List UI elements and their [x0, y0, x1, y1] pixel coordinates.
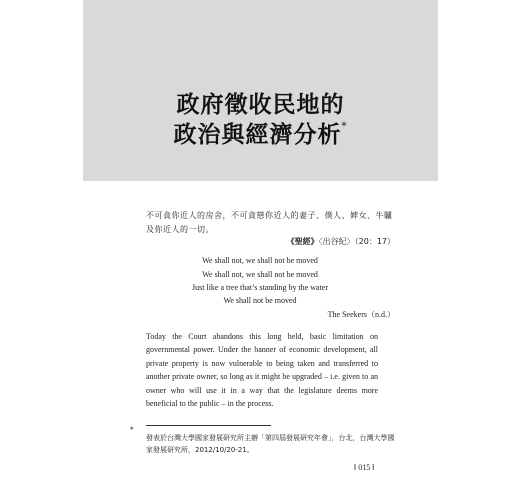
chapter-title-text-1: 政府徵收民地的 — [176, 91, 345, 118]
footnote-text: 發表於台灣大學國家發展研究所主辦「第四屆發展研究年會」，台北，台灣大學國家發展研究所，2012/10/20-21。 — [146, 434, 395, 454]
lyric-line: We shall not be moved — [223, 296, 297, 305]
chapter-header — [83, 0, 438, 181]
page-number: ‖ 015 ‖ — [354, 463, 375, 472]
epigraph-source — [287, 236, 395, 247]
footnote-divider — [146, 425, 271, 426]
body-paragraph: Today the Court abandons this long held, basic limitation on governmental power. Under the banner of economic development, all private property is now vulnerable to being taken and transferred to another private owner, so long as it might be upgraded – i.e. given to an owner who will use it in a way that the legislature deems more beneficial to the public – in the process. — [146, 332, 378, 409]
lyric-line: Just like a tree that’s standing by the water — [192, 283, 328, 292]
epigraph-quote: 不可貪你近人的房舍，不可貪戀你近人的妻子、僕人、婢女、牛驢及你近人的一切。 — [146, 211, 393, 234]
title-footnote-mark: * — [341, 121, 348, 133]
chapter-title-line-1 — [83, 86, 438, 119]
epigraph-source-book: 《聖經》 — [286, 237, 319, 246]
epigraph-source-detail: 〈出谷紀〉（20：17） — [318, 237, 395, 246]
lyric-source: The Seekers（n.d.） — [327, 310, 395, 319]
lyric-line: We shall not, we shall not be moved — [202, 256, 318, 265]
chapter-title-text-2: 政治與經濟分析 — [173, 121, 342, 148]
chapter-title-line-2 — [83, 116, 438, 149]
footnote-mark: * — [130, 426, 134, 434]
lyric-line: We shall not, we shall not be moved — [202, 270, 318, 279]
